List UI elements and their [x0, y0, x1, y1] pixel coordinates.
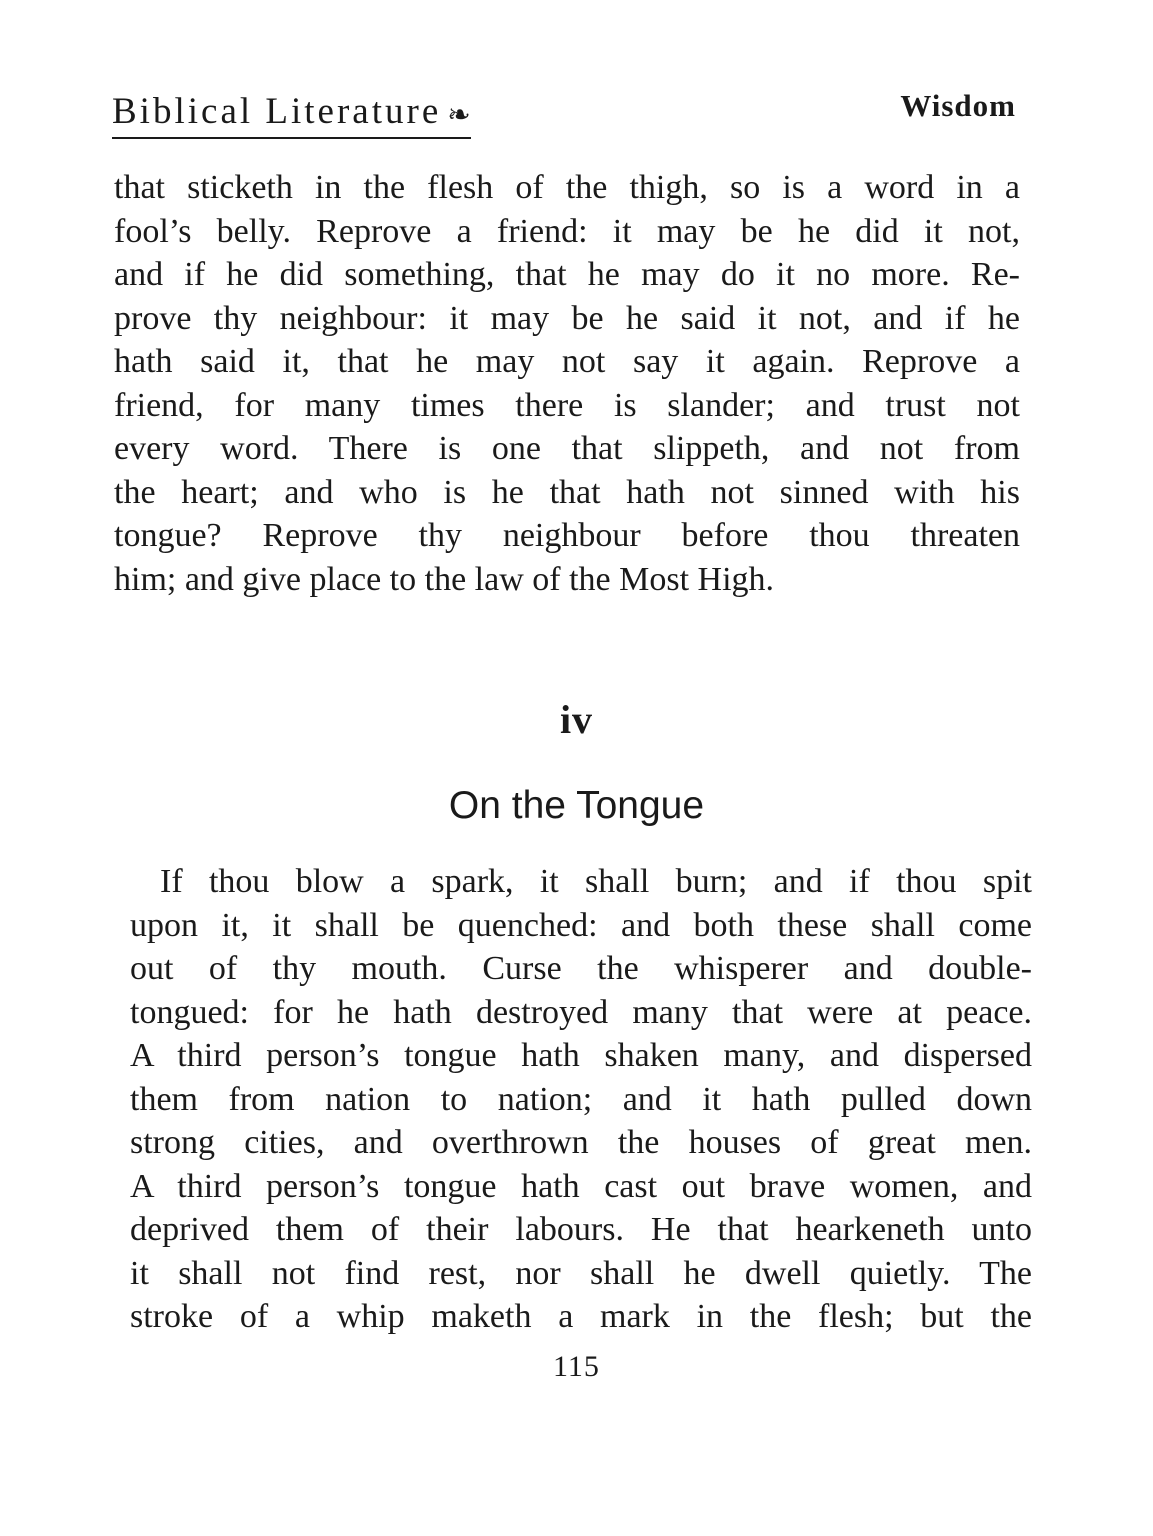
- text-line: out of thy mouth. Curse the whisperer and double-: [130, 950, 1032, 987]
- text-line: the heart; and who is he that hath not sinned with his: [114, 473, 1020, 511]
- running-head: [112, 86, 1016, 142]
- text-line: strong cities, and overthrown the houses of great men.: [130, 1124, 1032, 1161]
- text-line: If thou blow a spark, it shall burn; and if thou spit: [160, 863, 1032, 900]
- text-line: A third person’s tongue hath shaken many, and dispersed: [130, 1037, 1032, 1074]
- text-line: upon it, it shall be quenched: and both these shall come: [130, 906, 1032, 944]
- text-line: him; and give place to the law of the Most High.: [114, 560, 775, 598]
- text-line: stroke of a whip maketh a mark in the flesh; but the: [130, 1298, 1032, 1335]
- chapter-title: On the Tongue: [448, 784, 705, 827]
- text-line: prove thy neighbour: it may be he said it not, and if he: [114, 299, 1020, 337]
- section-title: Wisdom: [900, 88, 1016, 123]
- text-line: them from nation to nation; and it hath pulled down: [130, 1080, 1032, 1118]
- text-line: every word. There is one that slippeth, and not from: [114, 430, 1020, 467]
- text-line: hath said it, that he may not say it again. Reprove a: [114, 343, 1020, 380]
- book-title-text: Biblical Literature: [112, 91, 442, 132]
- text-line: fool’s belly. Reprove a friend: it may be he did it not,: [114, 212, 1020, 250]
- text-line: friend, for many times there is slander; and trust not: [114, 386, 1020, 424]
- paragraph-continued: [114, 166, 1020, 601]
- text-line: and if he did something, that he may do it no more. Re-: [114, 256, 1020, 293]
- fleuron-ornament-icon: ❧: [447, 99, 471, 131]
- text-line: A third person’s tongue hath cast out brave women, and: [130, 1167, 1032, 1205]
- page-number: 115: [553, 1350, 600, 1383]
- paragraph-on-the-tongue: [130, 860, 1032, 1339]
- text-line: that sticketh in the flesh of the thigh, so is a word in a: [114, 169, 1020, 206]
- chapter-number: iv: [559, 697, 594, 742]
- text-line: deprived them of their labours. He that hearkeneth unto: [130, 1211, 1032, 1248]
- text-line: it shall not find rest, nor shall he dwell quietly. The: [130, 1254, 1032, 1292]
- text-line: tongued: for he hath destroyed many that were at peace.: [130, 993, 1032, 1031]
- book-title: [112, 90, 471, 139]
- text-line: tongue? Reprove thy neighbour before thou threaten: [114, 517, 1020, 554]
